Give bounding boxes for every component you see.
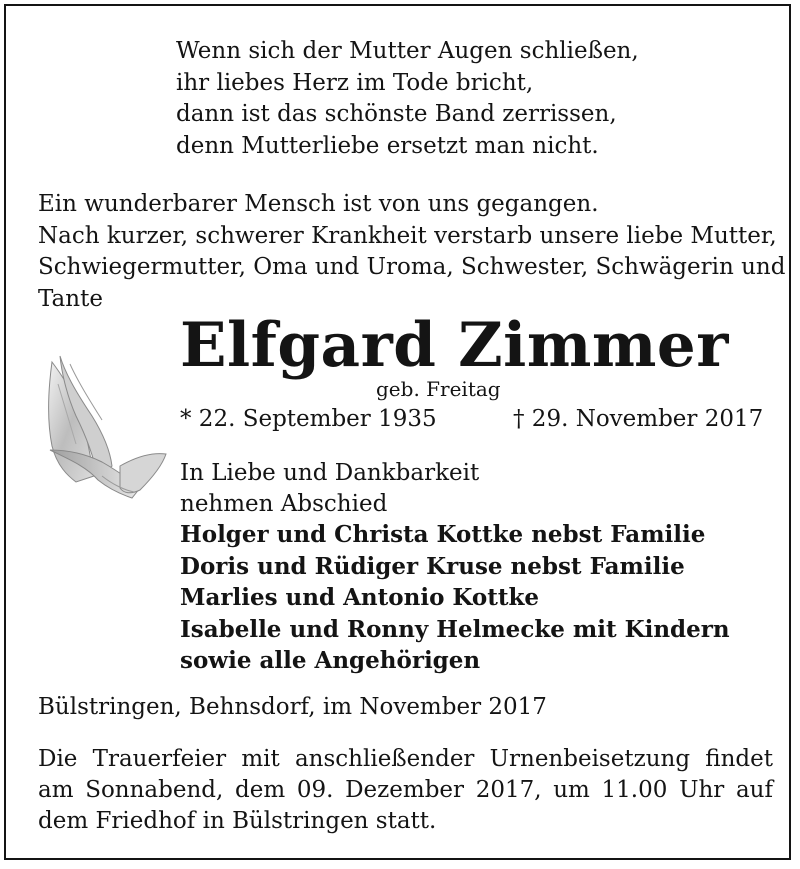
poem-line: ihr liebes Herz im Tode bricht, [176,69,534,96]
poem-line: dann ist das schönste Band zerrissen, [176,101,617,127]
farewell-line: In Liebe und Dankbarkeit [180,460,480,486]
mourner-entry: Isabelle und Ronny Helmecke mit Kindern [180,615,730,643]
mourners-list [180,519,730,677]
praying-hands-icon [36,354,178,514]
announcement-intro [38,189,786,315]
death-date: † 29. November 2017 [513,406,764,432]
funeral-details: Die Trauerfeier mit anschließender Urnenbeisetzung findet am Sonnabend, dem 09. Dezember 2017, um 11.00 Uhr auf dem Friedhof in Bülstringen statt. [38,746,773,834]
birth-name: geb. Freitag [376,377,501,401]
mourner-entry: sowie alle Angehörigen [180,647,481,674]
poem-line: Wenn sich der Mutter Augen schließen, [176,38,639,64]
farewell-note [180,458,479,520]
mourner-entry: Doris und Rüdiger Kruse nebst Familie [180,552,685,580]
place-and-date: Bülstringen, Behnsdorf, im November 2017 [38,694,547,720]
memorial-poem [176,36,639,162]
farewell-line: nehmen Abschied [180,491,388,517]
birth-date: * 22. September 1935 [180,406,437,432]
intro-line: Tante [38,285,103,312]
mourner-entry: Holger und Christa Kottke nebst Familie [180,521,706,548]
mourner-entry: Marlies und Antonio Kottke [180,584,540,611]
poem-line: denn Mutterliebe ersetzt man nicht. [176,132,599,159]
intro-line: Ein wunderbarer Mensch ist von uns gegangen. [38,191,599,217]
intro-line: Nach kurzer, schwerer Krankheit verstarb unsere liebe Mutter, [38,222,777,249]
intro-line: Schwiegermutter, Oma und Uroma, Schwester, Schwägerin und [38,254,786,280]
deceased-name: Elfgard Zimmer [180,310,729,381]
obituary-notice [4,4,791,860]
